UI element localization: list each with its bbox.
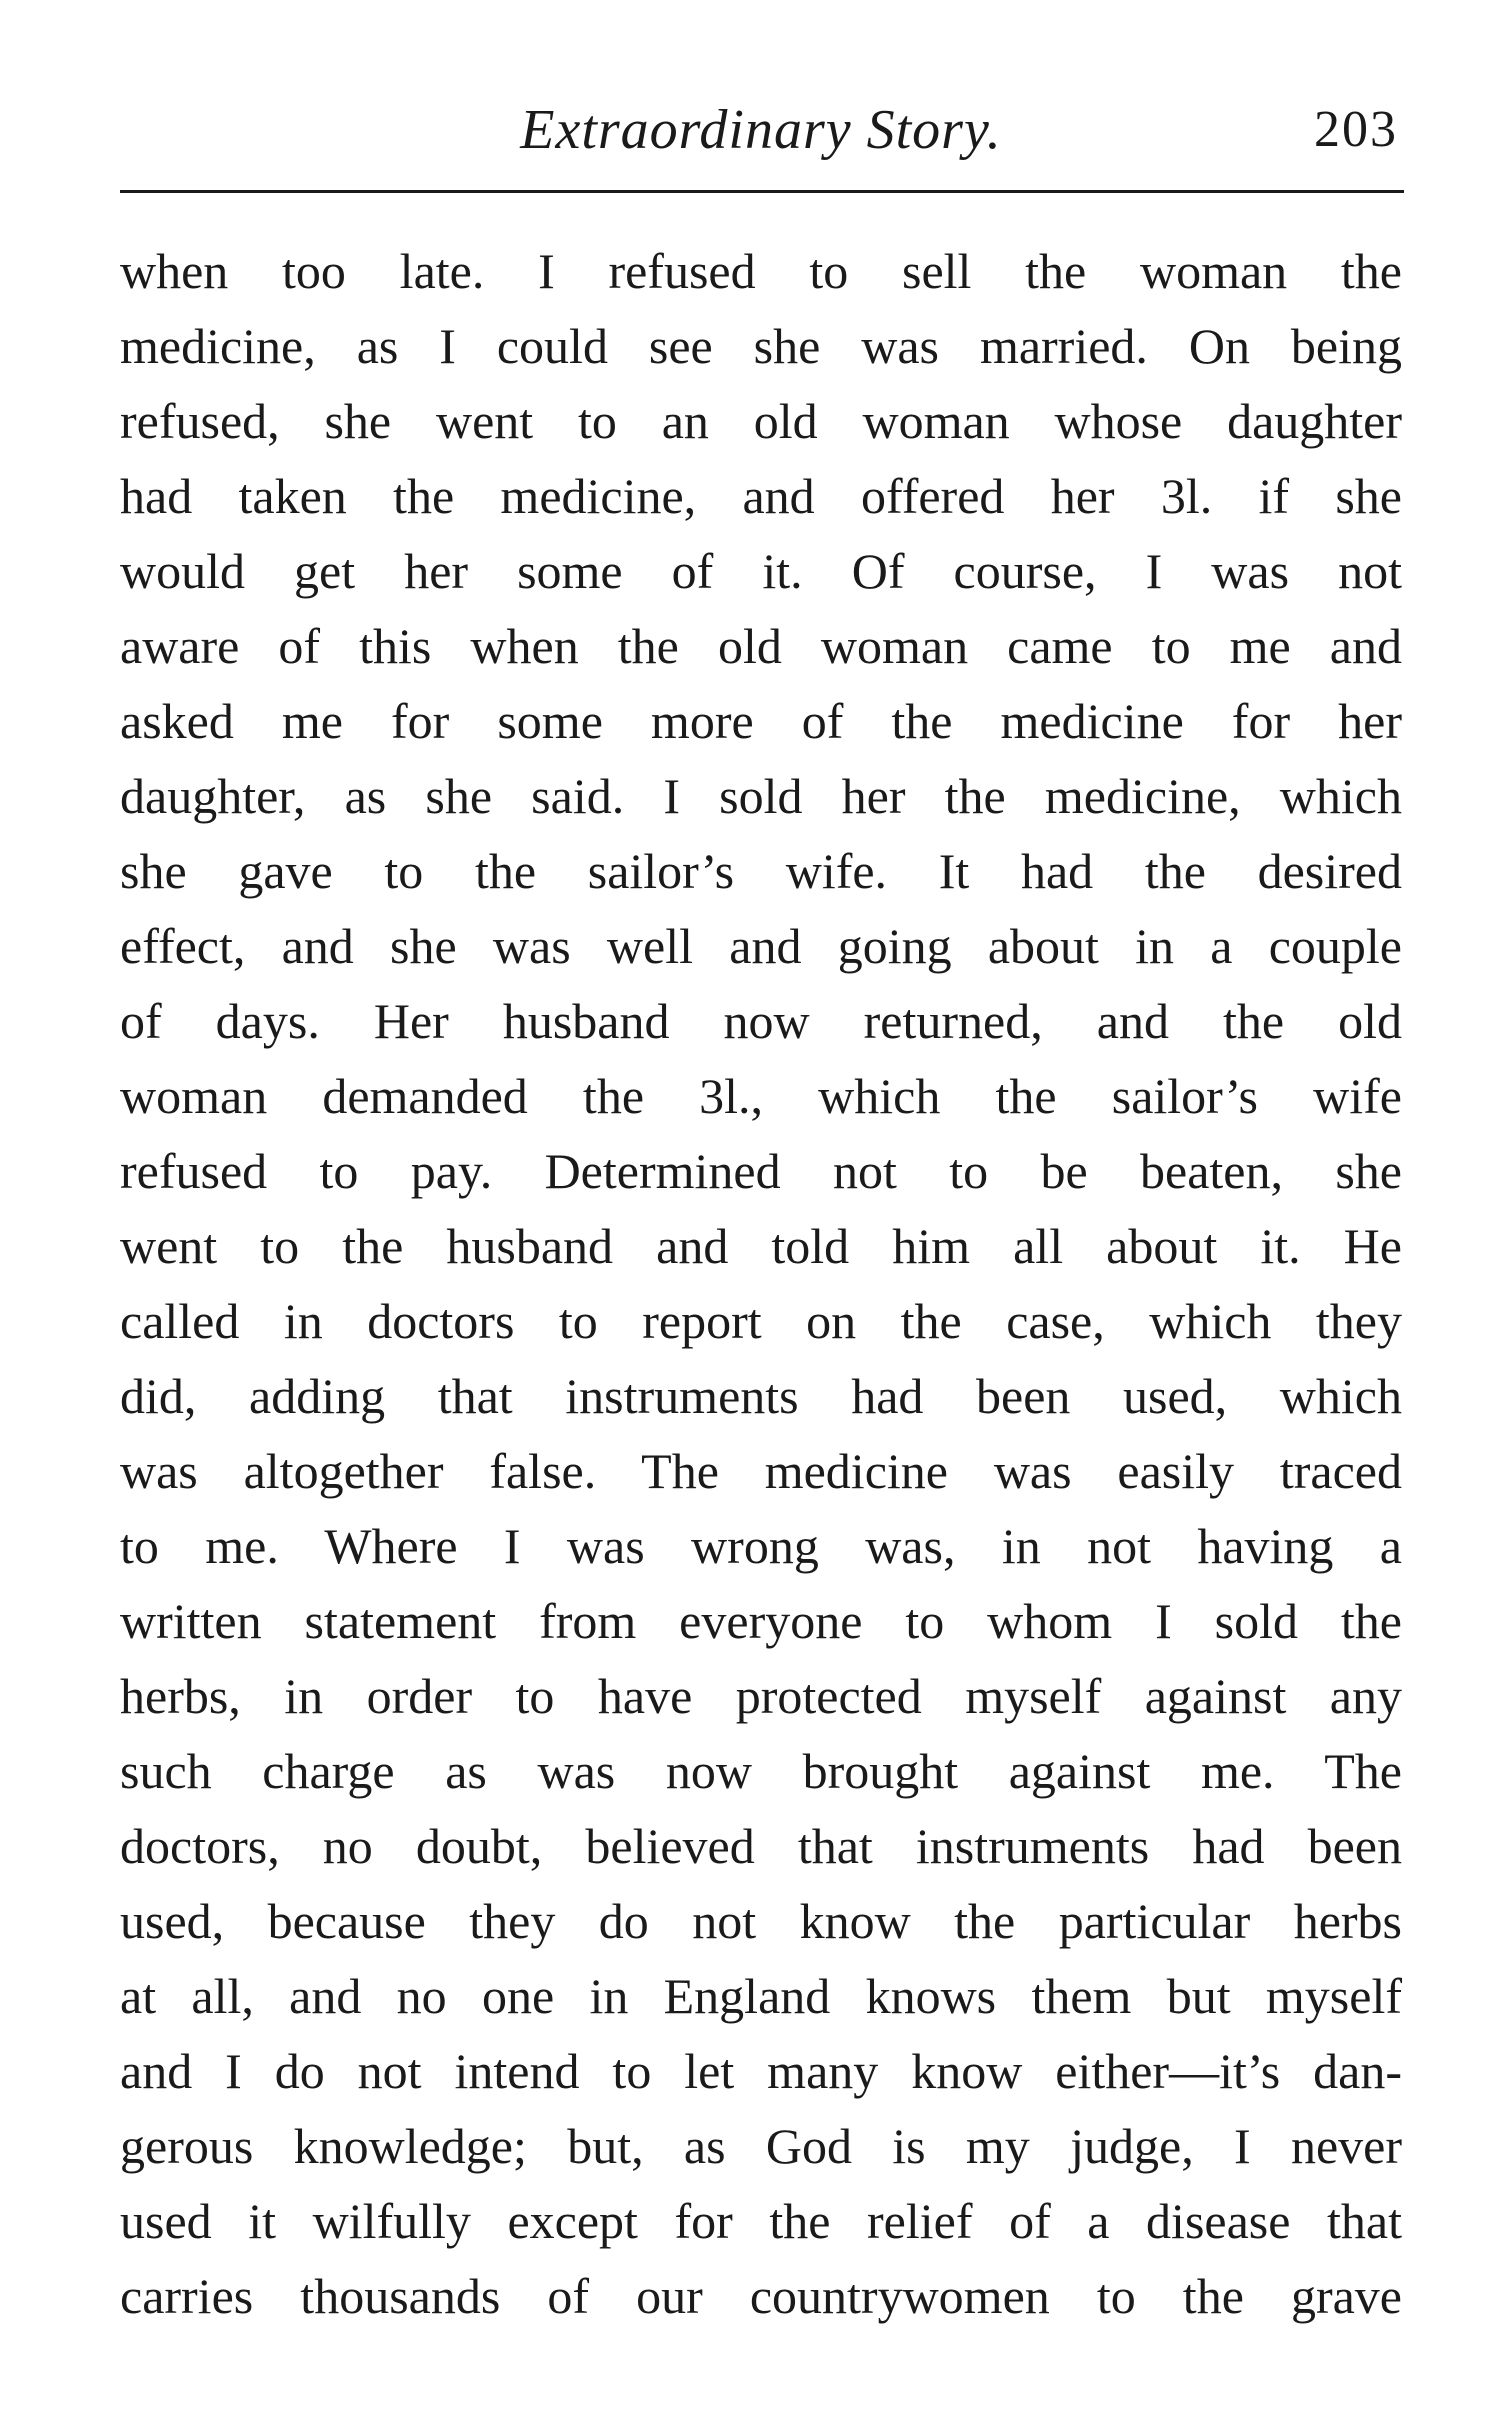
text-line: would get her some of it. Of course, I was not: [120, 543, 1402, 599]
text-line: used, because they do not know the particular herbs: [120, 1893, 1402, 1949]
text-line: refused, she went to an old woman whose daughter: [120, 393, 1402, 449]
text-line: had taken the medicine, and offered her 3l. if she: [120, 468, 1402, 524]
text-line: aware of this when the old woman came to me and: [120, 618, 1402, 674]
text-line: and I do not intend to let many know either—it’s dan-: [120, 2043, 1402, 2099]
text-line: refused to pay. Determined not to be beaten, she: [120, 1143, 1402, 1199]
text-line: gerous knowledge; but, as God is my judge, I never: [120, 2118, 1402, 2174]
text-line: doctors, no doubt, believed that instruments had been: [120, 1818, 1402, 1874]
text-line: daughter, as she said. I sold her the medicine, which: [120, 768, 1402, 824]
text-line: to me. Where I was wrong was, in not having a: [120, 1518, 1402, 1574]
text-line: went to the husband and told him all about it. He: [120, 1218, 1402, 1274]
text-line: did, adding that instruments had been used, which: [120, 1368, 1402, 1424]
text-line: called in doctors to report on the case, which they: [120, 1293, 1402, 1349]
text-line: woman demanded the 3l., which the sailor’s wife: [120, 1068, 1402, 1124]
text-line: effect, and she was well and going about in a couple: [120, 918, 1402, 974]
text-line: such charge as was now brought against me. The: [120, 1743, 1402, 1799]
body-text: [120, 234, 1402, 2334]
page-number: 203: [1314, 101, 1398, 158]
text-line: was altogether false. The medicine was easily traced: [120, 1443, 1402, 1499]
text-line: at all, and no one in England knows them but myself: [120, 1968, 1402, 2024]
text-line: used it wilfully except for the relief of a disease that: [120, 2193, 1402, 2249]
header-rule: [120, 190, 1404, 193]
text-line: she gave to the sailor’s wife. It had the desired: [120, 843, 1402, 899]
text-line: of days. Her husband now returned, and the old: [120, 993, 1402, 1049]
text-line: asked me for some more of the medicine for her: [120, 693, 1402, 749]
text-line: carries thousands of our countrywomen to the grave: [120, 2268, 1402, 2324]
running-head: [120, 98, 1402, 178]
text-line: written statement from everyone to whom I sold the: [120, 1593, 1402, 1649]
text-line: medicine, as I could see she was married. On being: [120, 318, 1402, 374]
text-line: herbs, in order to have protected myself against any: [120, 1668, 1402, 1724]
running-title: Extraordinary Story.: [520, 99, 1002, 161]
text-line: when too late. I refused to sell the woman the: [120, 243, 1402, 299]
